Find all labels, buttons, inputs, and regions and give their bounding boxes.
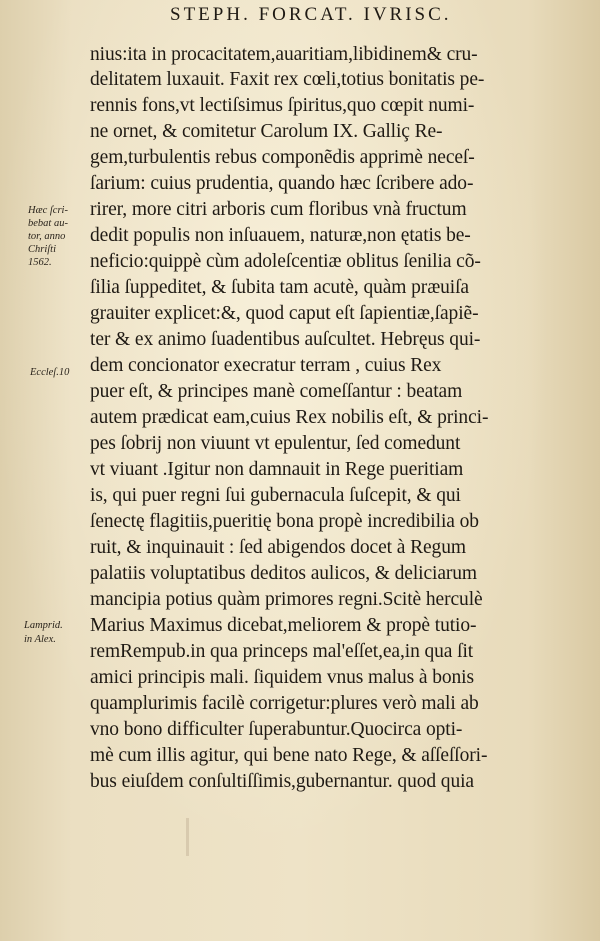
text-line: nius:ita in procacitatem,auaritiam,libidinem& cru- bbox=[90, 44, 478, 65]
text-line: amici principis mali. ſiquidem vnus malus à bonis bbox=[90, 667, 474, 688]
margin-note-line: Lamprid. bbox=[24, 620, 63, 631]
text-line: delitatem luxauit. Faxit rex cœli,totius bonitatis pe- bbox=[90, 69, 485, 90]
margin-note-line: in Alex. bbox=[24, 634, 56, 645]
text-line: remRempub.in qua princeps mal'eſſet,ea,in qua ſit bbox=[90, 641, 474, 662]
margin-note-line: Hæc ſcri- bbox=[28, 205, 68, 216]
margin-note-2: Eccleſ.10 bbox=[30, 367, 70, 378]
text-line: ter & ex animo ſuadentibus auſcultet. Hebręus qui- bbox=[90, 329, 481, 350]
text-line: bus eiuſdem conſultiſſimis,gubernantur. quod quia bbox=[90, 771, 474, 792]
text-line: mancipia potius quàm primores regni.Scitè herculè bbox=[90, 589, 483, 610]
text-line: autem prædicat eam,cuius Rex nobilis eſt, & princi- bbox=[90, 407, 489, 428]
text-line: grauiter explicet:&, quod caput eſt ſapientiæ,ſapiẽ- bbox=[90, 303, 479, 324]
text-line: rennis fons,vt lectiſsimus ſpiritus,quo cœpit numi- bbox=[90, 95, 475, 116]
text-line: dedit populis non inſuauem, naturæ,non ętatis be- bbox=[90, 225, 471, 246]
running-head: STEPH. FORCAT. IVRISC. bbox=[170, 4, 452, 25]
text-line: quamplurimis facilè corrigetur:plures verò mali ab bbox=[90, 693, 479, 714]
margin-note-line: bebat au- bbox=[28, 218, 68, 229]
text-line: is, qui puer regni ſui gubernacula ſuſcepit, & qui bbox=[90, 485, 461, 506]
text-line: Marius Maximus dicebat,meliorem & propè tutio- bbox=[90, 615, 477, 636]
text-line: vt viuant .Igitur non damnauit in Rege pueritiam bbox=[90, 459, 464, 480]
text-line: ſarium: cuius prudentia, quando hæc ſcribere ado- bbox=[90, 173, 474, 194]
text-line: vno bono difficulter ſuperabuntur.Quocirca opti- bbox=[90, 719, 463, 740]
margin-note-line: 1562. bbox=[28, 257, 52, 268]
text-line: palatiis voluptatibus deditos aulicos, & deliciarum bbox=[90, 563, 477, 584]
text-line: gem,turbulentis rebus componẽdis apprimè neceſ- bbox=[90, 147, 475, 168]
text-line: ruit, & inquinauit : ſed abigendos docet à Regum bbox=[90, 537, 466, 558]
ink-show-through bbox=[186, 818, 189, 856]
text-line: dem concionator execratur terram , cuius Rex bbox=[90, 355, 442, 376]
margin-note-line: Chriſti bbox=[28, 244, 57, 255]
text-line: ne ornet, & comitetur Carolum IX. Galliç Re- bbox=[90, 121, 443, 142]
margin-note-line: tor, anno bbox=[28, 231, 66, 242]
text-line: ſenectę flagitiis,pueritię bona propè incredibilia ob bbox=[90, 511, 479, 532]
text-line: puer eſt, & principes manè comeſſantur : beatam bbox=[90, 381, 463, 402]
text-line: ſilia ſuppeditet, & ſubita tam acutè, quàm præuiſa bbox=[90, 277, 469, 298]
text-line: neficio:quippè cùm adoleſcentiæ oblitus ſenilia cõ- bbox=[90, 251, 481, 272]
text-line: rirer, more citri arboris cum floribus vnà fructum bbox=[90, 199, 467, 220]
text-line: mè cum illis agitur, qui bene nato Rege, & aſſeſſori- bbox=[90, 745, 488, 766]
text-line: pes ſobrij non viuunt vt epulentur, ſed comedunt bbox=[90, 433, 461, 454]
